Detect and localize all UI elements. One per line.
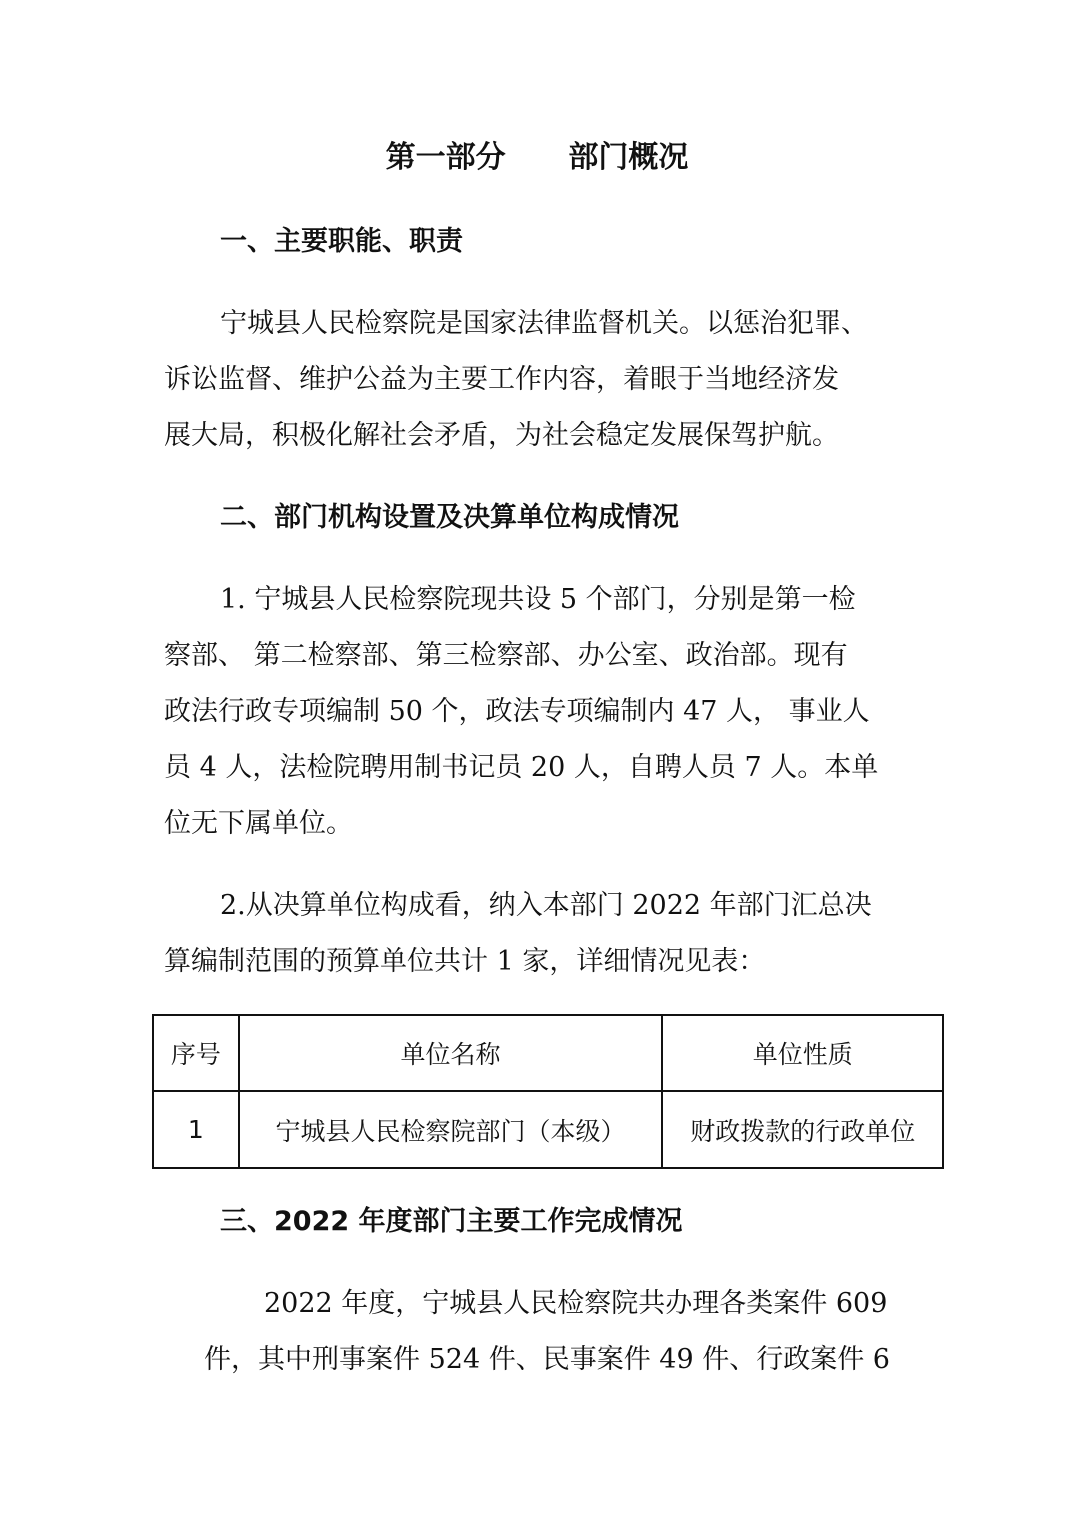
- paragraph-line: 1. 宁城县人民检察院现共设 5 个部门，分别是第一检: [220, 584, 856, 615]
- table-row: [153, 1091, 943, 1168]
- table-header-cell: 序号: [153, 1015, 239, 1091]
- table-cell: 财政拨款的行政单位: [662, 1091, 943, 1168]
- table-cell: 宁城县人民检察院部门（本级）: [239, 1091, 663, 1168]
- table-header-cell: 单位性质: [662, 1015, 943, 1091]
- section-heading-structure: 二、部门机构设置及决算单位构成情况: [220, 502, 679, 533]
- paragraph-line: 2.从决算单位构成看，纳入本部门 2022 年部门汇总决: [220, 890, 872, 921]
- table-cell: 1: [153, 1091, 239, 1168]
- section-heading-functions: 一、主要职能、职责: [220, 226, 463, 257]
- section-heading-work: 三、2022 年度部门主要工作完成情况: [220, 1206, 683, 1237]
- page-title: 第一部分 部门概况: [385, 140, 689, 175]
- paragraph-line: 员 4 人，法检院聘用制书记员 20 人，自聘人员 7 人。本单: [164, 752, 879, 783]
- paragraph-line: 宁城县人民检察院是国家法律监督机关。以惩治犯罪、: [220, 308, 868, 339]
- table-header-cell: 单位名称: [239, 1015, 663, 1091]
- paragraph-line: 件，其中刑事案件 524 件、民事案件 49 件、行政案件 6: [204, 1344, 890, 1375]
- paragraph-line: 位无下属单位。: [164, 808, 353, 839]
- paragraph-line: 察部、 第二检察部、第三检察部、办公室、政治部。现有: [164, 640, 848, 671]
- paragraph-line: 诉讼监督、维护公益为主要工作内容，着眼于当地经济发: [164, 364, 839, 395]
- paragraph-line: 2022 年度，宁城县人民检察院共办理各类案件 609: [264, 1288, 888, 1319]
- table-header-row: [153, 1015, 943, 1091]
- paragraph-line: 算编制范围的预算单位共计 1 家，详细情况见表：: [164, 946, 766, 977]
- budget-units-table: [152, 1014, 944, 1169]
- paragraph-line: 展大局，积极化解社会矛盾，为社会稳定发展保驾护航。: [164, 420, 839, 451]
- paragraph-line: 政法行政专项编制 50 个，政法专项编制内 47 人， 事业人: [164, 696, 870, 727]
